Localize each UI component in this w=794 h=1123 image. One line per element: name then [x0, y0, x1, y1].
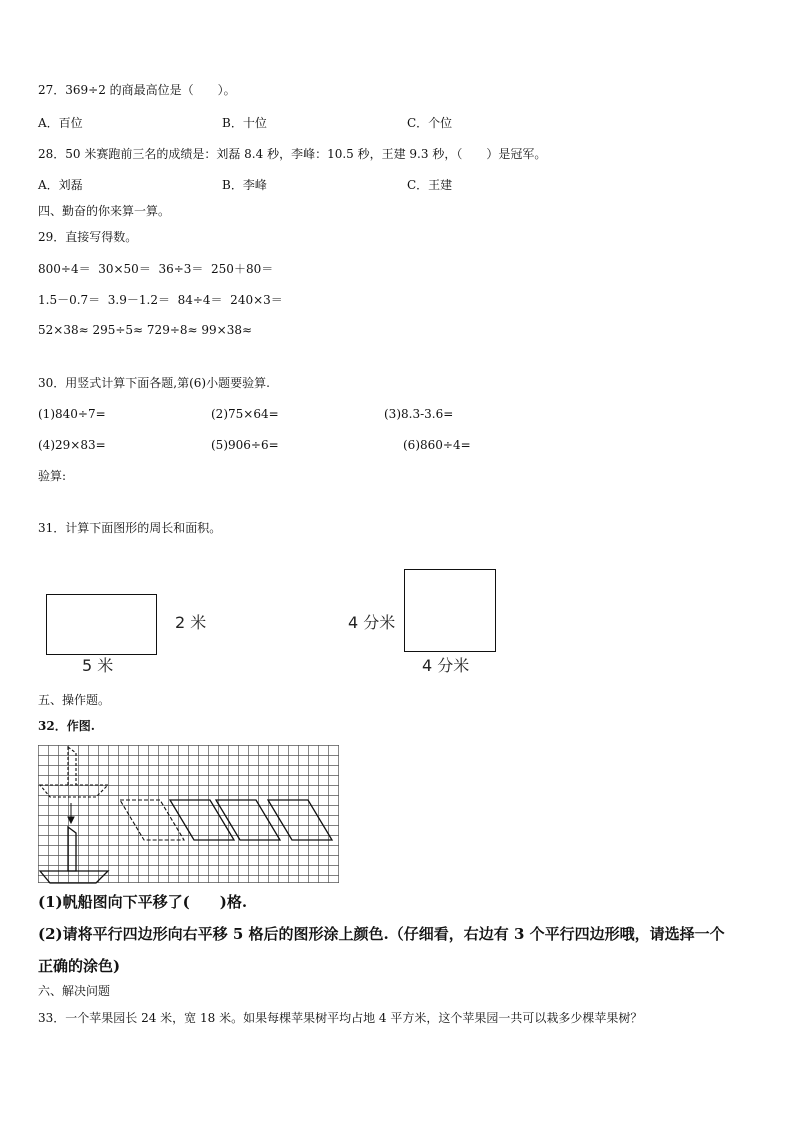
translation-grid-figure	[38, 745, 340, 884]
q27-option-a: A．百位	[38, 116, 83, 130]
q30-problem-2: (2)75×64=	[211, 407, 279, 421]
q32-stem: 32．作图.	[38, 719, 95, 733]
section-4-heading: 四、勤奋的你来算一算。	[38, 204, 171, 218]
rectangle-height-label: 2 米	[175, 613, 207, 632]
rectangle-figure	[46, 594, 157, 655]
q30-check-label: 验算:	[38, 469, 67, 483]
q32-sub-question-1: (1)帆船图向下平移了( )格.	[38, 893, 248, 911]
q30-problem-5: (5)906÷6=	[211, 438, 279, 452]
q31-stem: 31．计算下面图形的周长和面积。	[38, 521, 222, 535]
square-bottom-label: 4 分米	[422, 656, 470, 675]
q29-row-1: 800÷4＝ 30×50＝ 36÷3＝ 250＋80＝	[38, 262, 274, 276]
q28-option-a: A．刘磊	[38, 178, 83, 192]
q33-stem: 33．一个苹果园长 24 米，宽 18 米。如果每棵苹果树平均占地 4 平方米，这个苹果园一共可以栽多少棵苹果树？	[38, 1011, 643, 1025]
q30-problem-3: (3)8.3-3.6=	[384, 407, 454, 421]
q30-problem-4: (4)29×83=	[38, 438, 106, 452]
q27-stem: 27．369÷2 的商最高位是（ ）。	[38, 83, 236, 97]
q28-stem: 28．50 米赛跑前三名的成绩是：刘磊 8.4 秒，李峰：10.5 秒，王建 9.3 秒，（ ）是冠军。	[38, 147, 547, 161]
section-6-heading: 六、解决问题	[38, 984, 111, 998]
q28-option-b: B．李峰	[222, 178, 267, 192]
section-5-heading: 五、操作题。	[38, 693, 111, 707]
q32-sub-question-2-line-2: 正确的涂色)	[38, 957, 121, 975]
square-side-label: 4 分米	[348, 613, 396, 632]
q30-stem: 30．用竖式计算下面各题,第(6)小题要验算.	[38, 376, 270, 390]
q28-option-c: C．王建	[407, 178, 453, 192]
square-figure	[404, 569, 496, 652]
q27-option-c: C．个位	[407, 116, 453, 130]
q29-row-2: 1.5－0.7＝ 3.9－1.2＝ 84÷4＝ 240×3＝	[38, 293, 283, 307]
q30-problem-6: (6)860÷4=	[403, 438, 471, 452]
rectangle-width-label: 5 米	[82, 656, 114, 675]
q30-problem-1: (1)840÷7=	[38, 407, 106, 421]
q29-stem: 29．直接写得数。	[38, 230, 138, 244]
q29-row-3: 52×38≈ 295÷5≈ 729÷8≈ 99×38≈	[38, 323, 253, 337]
q27-option-b: B．十位	[222, 116, 267, 130]
q32-sub-question-2-line-1: (2)请将平行四边形向右平移 5 格后的图形涂上颜色.（仔细看，右边有 3 个平行四边形哦，请选择一个	[38, 925, 725, 943]
